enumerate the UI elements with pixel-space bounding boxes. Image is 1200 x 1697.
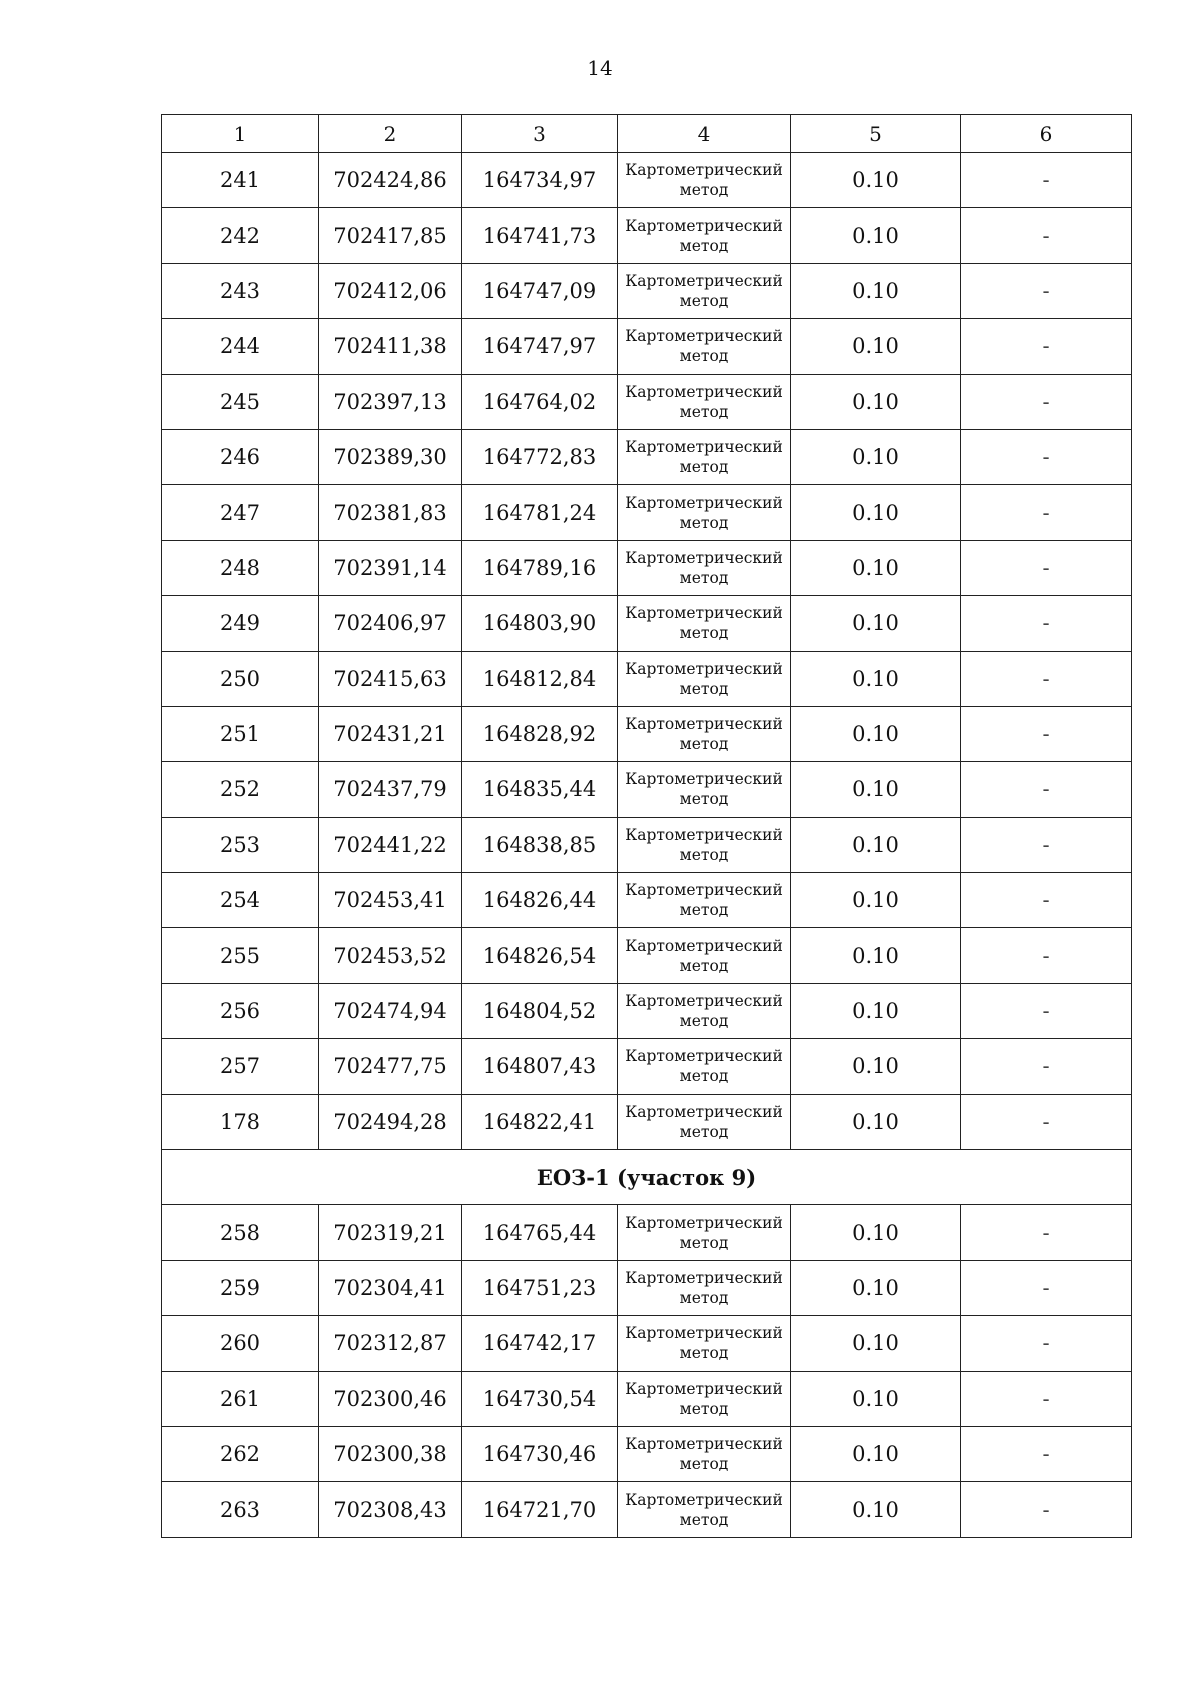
point-number-cell: 246 <box>162 429 319 484</box>
method-line: метод <box>679 735 729 754</box>
accuracy-cell: 0.10 <box>791 374 961 429</box>
point-number-cell: 256 <box>162 983 319 1038</box>
table-row <box>162 153 1132 208</box>
table-row <box>162 1094 1132 1149</box>
description-cell: - <box>961 1094 1132 1149</box>
method-line: Картометрический <box>625 1324 783 1343</box>
y-coordinate-cell: 164747,09 <box>462 263 618 318</box>
method-line: Картометрический <box>625 1269 783 1287</box>
table-row <box>162 1205 1132 1260</box>
x-coordinate-cell: 702415,63 <box>319 651 462 706</box>
method-line: Картометрический <box>625 604 783 623</box>
x-coordinate-cell: 702441,22 <box>319 817 462 872</box>
point-number-cell: 250 <box>162 651 319 706</box>
table-row <box>162 817 1132 872</box>
point-number-cell: 257 <box>162 1039 319 1094</box>
table-row <box>162 429 1132 484</box>
method-line: Картометрический <box>625 992 783 1011</box>
point-number-cell: 253 <box>162 817 319 872</box>
accuracy-cell: 0.10 <box>791 540 961 595</box>
method-line: метод <box>679 1233 729 1252</box>
method-cell <box>618 208 791 263</box>
method-line: Картометрический <box>625 1435 783 1454</box>
description-cell: - <box>961 540 1132 595</box>
point-number-cell: 242 <box>162 208 319 263</box>
accuracy-cell: 0.10 <box>791 485 961 540</box>
description-cell: - <box>961 153 1132 208</box>
method-cell <box>618 1205 791 1260</box>
x-coordinate-cell: 702424,86 <box>319 153 462 208</box>
column-header-3: 3 <box>462 115 618 153</box>
accuracy-cell: 0.10 <box>791 762 961 817</box>
point-number-cell: 251 <box>162 706 319 761</box>
description-cell: - <box>961 1260 1132 1315</box>
description-cell: - <box>961 706 1132 761</box>
y-coordinate-cell: 164807,43 <box>462 1039 618 1094</box>
description-cell: - <box>961 319 1132 374</box>
method-cell <box>618 1371 791 1426</box>
accuracy-cell: 0.10 <box>791 263 961 318</box>
method-line: Картометрический <box>625 1102 783 1121</box>
table-row <box>162 1316 1132 1371</box>
method-cell <box>618 817 791 872</box>
y-coordinate-cell: 164803,90 <box>462 596 618 651</box>
point-number-cell: 255 <box>162 928 319 983</box>
accuracy-cell: 0.10 <box>791 208 961 263</box>
y-coordinate-cell: 164804,52 <box>462 983 618 1038</box>
x-coordinate-cell: 702494,28 <box>319 1094 462 1149</box>
table-row <box>162 1371 1132 1426</box>
page-number: 14 <box>587 56 613 80</box>
column-header-1: 1 <box>162 115 319 153</box>
method-line: метод <box>679 1067 729 1086</box>
table-row <box>162 706 1132 761</box>
accuracy-cell: 0.10 <box>791 706 961 761</box>
table-row <box>162 540 1132 595</box>
table-row <box>162 873 1132 928</box>
y-coordinate-cell: 164772,83 <box>462 429 618 484</box>
x-coordinate-cell: 702453,41 <box>319 873 462 928</box>
description-cell: - <box>961 651 1132 706</box>
point-number-cell: 241 <box>162 153 319 208</box>
method-line: Картометрический <box>625 216 783 235</box>
y-coordinate-cell: 164730,46 <box>462 1426 618 1481</box>
method-line: Картометрический <box>625 715 783 734</box>
method-line: метод <box>679 624 729 643</box>
method-cell <box>618 1482 791 1537</box>
accuracy-cell: 0.10 <box>791 1316 961 1371</box>
accuracy-cell: 0.10 <box>791 983 961 1038</box>
method-line: Картометрический <box>625 493 783 512</box>
description-cell: - <box>961 208 1132 263</box>
method-cell <box>618 319 791 374</box>
accuracy-cell: 0.10 <box>791 596 961 651</box>
method-line: Картометрический <box>625 881 783 900</box>
description-cell: - <box>961 762 1132 817</box>
accuracy-cell: 0.10 <box>791 1205 961 1260</box>
x-coordinate-cell: 702319,21 <box>319 1205 462 1260</box>
method-cell <box>618 928 791 983</box>
method-cell <box>618 706 791 761</box>
header-row <box>162 115 1132 153</box>
accuracy-cell: 0.10 <box>791 873 961 928</box>
method-line: метод <box>679 790 729 809</box>
method-cell <box>618 873 791 928</box>
description-cell: - <box>961 374 1132 429</box>
point-number-cell: 178 <box>162 1094 319 1149</box>
method-cell <box>618 429 791 484</box>
accuracy-cell: 0.10 <box>791 651 961 706</box>
method-line: метод <box>679 291 729 310</box>
table-row <box>162 1426 1132 1481</box>
x-coordinate-cell: 702300,38 <box>319 1426 462 1481</box>
point-number-cell: 244 <box>162 319 319 374</box>
x-coordinate-cell: 702453,52 <box>319 928 462 983</box>
column-header-5: 5 <box>791 115 961 153</box>
method-line: метод <box>679 956 729 975</box>
x-coordinate-cell: 702391,14 <box>319 540 462 595</box>
x-coordinate-cell: 702417,85 <box>319 208 462 263</box>
method-cell <box>618 153 791 208</box>
x-coordinate-cell: 702431,21 <box>319 706 462 761</box>
method-line: Картометрический <box>625 936 783 955</box>
method-line: Картометрический <box>625 825 783 844</box>
table-row <box>162 762 1132 817</box>
y-coordinate-cell: 164747,97 <box>462 319 618 374</box>
y-coordinate-cell: 164838,85 <box>462 817 618 872</box>
y-coordinate-cell: 164765,44 <box>462 1205 618 1260</box>
x-coordinate-cell: 702312,87 <box>319 1316 462 1371</box>
point-number-cell: 263 <box>162 1482 319 1537</box>
y-coordinate-cell: 164742,17 <box>462 1316 618 1371</box>
method-line: метод <box>679 1122 729 1141</box>
table-row <box>162 319 1132 374</box>
description-cell: - <box>961 1371 1132 1426</box>
method-line: метод <box>679 347 729 366</box>
x-coordinate-cell: 702406,97 <box>319 596 462 651</box>
description-cell: - <box>961 928 1132 983</box>
method-line: метод <box>679 1399 729 1418</box>
accuracy-cell: 0.10 <box>791 1426 961 1481</box>
table-body <box>162 115 1132 1538</box>
method-line: Картометрический <box>625 382 783 401</box>
y-coordinate-cell: 164781,24 <box>462 485 618 540</box>
point-number-cell: 262 <box>162 1426 319 1481</box>
point-number-cell: 248 <box>162 540 319 595</box>
description-cell: - <box>961 1426 1132 1481</box>
y-coordinate-cell: 164826,44 <box>462 873 618 928</box>
x-coordinate-cell: 702300,46 <box>319 1371 462 1426</box>
section-heading-row <box>162 1150 1132 1205</box>
y-coordinate-cell: 164751,23 <box>462 1260 618 1315</box>
method-cell <box>618 596 791 651</box>
x-coordinate-cell: 702412,06 <box>319 263 462 318</box>
y-coordinate-cell: 164828,92 <box>462 706 618 761</box>
method-line: метод <box>679 845 729 864</box>
point-number-cell: 259 <box>162 1260 319 1315</box>
table-row <box>162 651 1132 706</box>
table-row <box>162 1039 1132 1094</box>
description-cell: - <box>961 429 1132 484</box>
y-coordinate-cell: 164734,97 <box>462 153 618 208</box>
y-coordinate-cell: 164741,73 <box>462 208 618 263</box>
description-cell: - <box>961 817 1132 872</box>
column-header-6: 6 <box>961 115 1132 153</box>
column-header-2: 2 <box>319 115 462 153</box>
table-row <box>162 983 1132 1038</box>
table-row <box>162 596 1132 651</box>
column-header-4: 4 <box>618 115 791 153</box>
method-cell <box>618 1260 791 1315</box>
accuracy-cell: 0.10 <box>791 153 961 208</box>
description-cell: - <box>961 485 1132 540</box>
x-coordinate-cell: 702381,83 <box>319 485 462 540</box>
method-line: Картометрический <box>625 271 783 290</box>
method-line: Картометрический <box>625 1047 783 1066</box>
description-cell: - <box>961 1482 1132 1537</box>
table-row <box>162 1260 1132 1315</box>
y-coordinate-cell: 164835,44 <box>462 762 618 817</box>
point-number-cell: 243 <box>162 263 319 318</box>
x-coordinate-cell: 702437,79 <box>319 762 462 817</box>
method-line: Картометрический <box>625 327 783 346</box>
accuracy-cell: 0.10 <box>791 1371 961 1426</box>
x-coordinate-cell: 702477,75 <box>319 1039 462 1094</box>
y-coordinate-cell: 164812,84 <box>462 651 618 706</box>
table-row <box>162 1482 1132 1537</box>
method-line: Картометрический <box>625 438 783 457</box>
method-cell <box>618 1426 791 1481</box>
description-cell: - <box>961 1039 1132 1094</box>
method-line: метод <box>679 1344 729 1363</box>
accuracy-cell: 0.10 <box>791 319 961 374</box>
x-coordinate-cell: 702308,43 <box>319 1482 462 1537</box>
table-row <box>162 374 1132 429</box>
accuracy-cell: 0.10 <box>791 429 961 484</box>
point-number-cell: 247 <box>162 485 319 540</box>
method-cell <box>618 983 791 1038</box>
method-line: метод <box>679 679 729 698</box>
point-number-cell: 261 <box>162 1371 319 1426</box>
method-line: Картометрический <box>625 548 783 567</box>
description-cell: - <box>961 1316 1132 1371</box>
method-line: метод <box>679 181 729 200</box>
point-number-cell: 252 <box>162 762 319 817</box>
method-cell <box>618 374 791 429</box>
accuracy-cell: 0.10 <box>791 928 961 983</box>
method-line: метод <box>679 568 729 587</box>
method-cell <box>618 762 791 817</box>
method-line: Картометрический <box>625 1213 783 1232</box>
table-row <box>162 263 1132 318</box>
y-coordinate-cell: 164822,41 <box>462 1094 618 1149</box>
point-number-cell: 260 <box>162 1316 319 1371</box>
point-number-cell: 245 <box>162 374 319 429</box>
point-number-cell: 249 <box>162 596 319 651</box>
accuracy-cell: 0.10 <box>791 1094 961 1149</box>
description-cell: - <box>961 263 1132 318</box>
method-line: Картометрический <box>625 770 783 789</box>
table-row <box>162 928 1132 983</box>
method-line: метод <box>679 901 729 920</box>
y-coordinate-cell: 164789,16 <box>462 540 618 595</box>
method-line: метод <box>679 1289 729 1307</box>
accuracy-cell: 0.10 <box>791 817 961 872</box>
table-row <box>162 208 1132 263</box>
x-coordinate-cell: 702474,94 <box>319 983 462 1038</box>
method-cell <box>618 1094 791 1149</box>
y-coordinate-cell: 164826,54 <box>462 928 618 983</box>
method-cell <box>618 485 791 540</box>
section-heading: ЕОЗ-1 (участок 9) <box>162 1150 1132 1205</box>
method-cell <box>618 263 791 318</box>
method-line: метод <box>679 458 729 477</box>
description-cell: - <box>961 873 1132 928</box>
y-coordinate-cell: 164730,54 <box>462 1371 618 1426</box>
method-cell <box>618 1316 791 1371</box>
method-line: метод <box>679 1012 729 1031</box>
method-line: Картометрический <box>625 161 783 180</box>
method-cell <box>618 540 791 595</box>
point-number-cell: 258 <box>162 1205 319 1260</box>
x-coordinate-cell: 702389,30 <box>319 429 462 484</box>
method-line: Картометрический <box>625 659 783 678</box>
description-cell: - <box>961 1205 1132 1260</box>
x-coordinate-cell: 702397,13 <box>319 374 462 429</box>
description-cell: - <box>961 983 1132 1038</box>
accuracy-cell: 0.10 <box>791 1482 961 1537</box>
point-number-cell: 254 <box>162 873 319 928</box>
accuracy-cell: 0.10 <box>791 1039 961 1094</box>
method-line: метод <box>679 513 729 532</box>
y-coordinate-cell: 164764,02 <box>462 374 618 429</box>
coordinates-table <box>161 114 1132 1538</box>
description-cell: - <box>961 596 1132 651</box>
method-line: метод <box>679 1510 729 1529</box>
method-line: метод <box>679 402 729 421</box>
method-line: метод <box>679 1455 729 1474</box>
method-cell <box>618 1039 791 1094</box>
y-coordinate-cell: 164721,70 <box>462 1482 618 1537</box>
method-line: Картометрический <box>625 1490 783 1509</box>
accuracy-cell: 0.10 <box>791 1260 961 1315</box>
x-coordinate-cell: 702411,38 <box>319 319 462 374</box>
method-line: Картометрический <box>625 1379 783 1398</box>
method-line: метод <box>679 236 729 255</box>
x-coordinate-cell: 702304,41 <box>319 1260 462 1315</box>
table-row <box>162 485 1132 540</box>
method-cell <box>618 651 791 706</box>
